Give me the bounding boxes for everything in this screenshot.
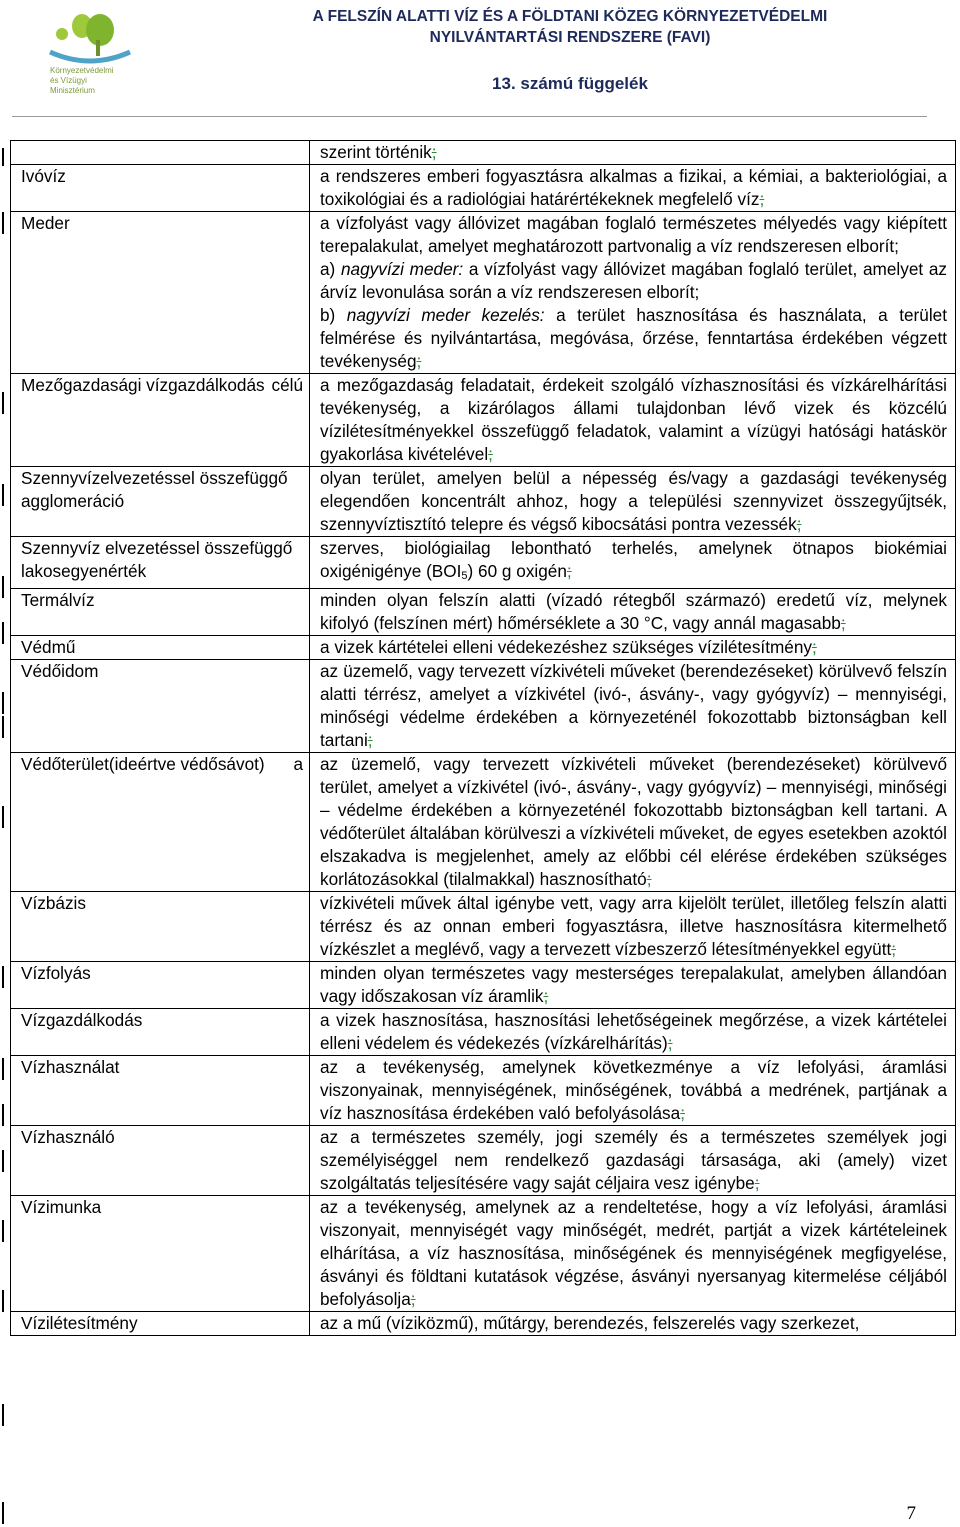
revision-bar (2, 622, 4, 644)
glossary-row (11, 467, 956, 537)
term-cell (11, 165, 310, 212)
logo-caption (50, 66, 114, 96)
logo-caption-line: Környezetvédelmi (50, 66, 114, 75)
definition-text: szerves, biológiailag lebontható terhelés, amelynek ötnapos biokémiai oxigénigénye (BOI (320, 538, 947, 581)
glossary-row (11, 1126, 956, 1196)
term-text: Védőterület(ideértve védősávot) (21, 754, 265, 774)
glossary-row (11, 1312, 956, 1336)
glossary-row (11, 1009, 956, 1056)
definition-text: olyan terület, amelyen belül a népesség és/vagy a gazdasági tevékenység elegendően koncentrált ahhoz, hogy a települési szennyvizet összegyűjtsék, szennyvíztisztító telepre és végső kibocsátási pontra vezessék (320, 468, 947, 534)
term-cell (11, 1126, 310, 1196)
definition-text: a mezőgazdaság feladatait, érdekeit szolgáló vízhasznosítási és vízkárelhárítási tevékenység, a kizárólagos állami tulajdonban lévő vizek és közcélú vízilétesítményekkel összefüggő feladatok, valamint a vízügyi hatósági hatáskör gyakorlása kivételével (320, 375, 947, 464)
list-marker: b) (320, 305, 347, 325)
definition-text: vízkivételi művek által igénybe vett, vagy arra kijelölt terület, illetőleg felszín alatti térrész és az onnan emberi fogyasztásra, illetve hasznosításra kitermelhető vízkészlet a meglévő, vagy a tervezett vízbeszerző létesítményekkel együtt (320, 893, 947, 959)
term-text: Vízimunka (21, 1197, 102, 1217)
definition-paragraph (320, 212, 947, 258)
term-text: Ivóvíz (21, 166, 66, 186)
deleted-mark: ; (840, 613, 846, 633)
revision-bar (2, 966, 4, 988)
term-text: Védőidom (21, 661, 99, 681)
definition-cell (310, 589, 956, 636)
term-cell (11, 374, 310, 467)
term-cell (11, 753, 310, 892)
glossary-row (11, 1196, 956, 1312)
deleted-mark: ; (566, 561, 572, 581)
definition-text: a vízfolyást vagy állóvizet magában foglaló terület, amelyet az árvíz levonulása során a víz rendszeresen elborít; (320, 259, 947, 302)
revision-bar (2, 1502, 4, 1524)
definition-cell (310, 374, 956, 467)
term-cell (11, 1196, 310, 1312)
definition-text: minden olyan felszín alatti (vízadó rétegből származó) eredetű víz, melynek kifolyó (felszínen mért) hőmérséklete a 30 °C, vagy annál magasabb (320, 590, 947, 633)
term-cell (11, 636, 310, 660)
definition-cell (310, 1009, 956, 1056)
deleted-mark: ; (410, 1289, 416, 1309)
term-cell (11, 1009, 310, 1056)
glossary-row (11, 962, 956, 1009)
revision-bar (2, 576, 4, 598)
term-wrap (21, 467, 309, 513)
term-wrap (21, 962, 309, 985)
definition-cell (310, 212, 956, 374)
deleted-mark: ; (891, 939, 897, 959)
revision-bar (2, 806, 4, 828)
term-wrap (21, 589, 309, 612)
definition-paragraph (320, 467, 947, 536)
definition-text: minden olyan természetes vagy mesterséges terepalakulat, amelyben állandóan vagy időszakosan víz áramlik (320, 963, 947, 1006)
term-wrap (21, 1196, 309, 1219)
term-wrap (21, 1009, 309, 1032)
term-cell (11, 962, 310, 1009)
deleted-mark: ; (667, 1033, 673, 1053)
definition-text: az üzemelő, vagy tervezett vízkivételi műveket (berendezéseket) körülvevő terület, amelyet a vízkivétel (ivó-, ásvány-, vagy gyógyvíz) – mennyiségi, minőségi – védelme érdekében a környezeténél fokozottabb biztonságban kell tartani. A védőterület általában körülveszi a vízkivételi műveket, de egyes esetekben azoktól elszakadva is megjelenhet, amely az előbbi cél elérése érdekében szükséges korlátozásokkal (tilalmakkal) hasznosítható (320, 754, 947, 889)
term-cell (11, 467, 310, 537)
appendix-title: 13. számú függelék (492, 74, 648, 93)
revision-bar (2, 1220, 4, 1242)
term-cell (11, 141, 310, 165)
definition-text: a vizek kártételei elleni védekezéshez szükséges vízilétesítmény (320, 637, 812, 657)
deleted-mark: ; (488, 444, 493, 464)
glossary-row (11, 589, 956, 636)
definition-cell (310, 962, 956, 1009)
definition-cell (310, 1126, 956, 1196)
defined-subterm: nagyvízi meder kezelés: (346, 305, 545, 325)
document-title (220, 6, 920, 48)
definition-cell (310, 636, 956, 660)
revision-bar (2, 716, 4, 738)
deleted-mark: ; (543, 986, 549, 1006)
term-wrap (21, 1312, 309, 1335)
deleted-mark: ; (796, 514, 802, 534)
definition-text: az a tevékenység, amelynek következménye a víz lefolyási, áramlási viszonyainak, mennyiségének, minőségének, továbbá a medrének, partjának a víz hasznosítása érdekében való befolyásolása (320, 1057, 947, 1123)
definition-paragraph (320, 1196, 947, 1311)
term-text: Termálvíz (21, 590, 95, 610)
definition-paragraph (320, 258, 947, 304)
title-line-2: NYILVÁNTARTÁSI RENDSZERE (FAVI) (429, 29, 711, 46)
header-divider (12, 116, 927, 117)
glossary-row (11, 537, 956, 589)
term-text: Meder (21, 213, 70, 233)
definition-cell (310, 892, 956, 962)
deleted-mark: ; (646, 869, 652, 889)
deleted-mark: ; (812, 637, 817, 657)
deleted-mark: ; (680, 1103, 685, 1123)
definition-paragraph (320, 1312, 947, 1335)
term-wrap (21, 537, 309, 583)
revision-bar (2, 148, 4, 166)
definition-text: az a tevékenység, amelynek az a rendeltetése, hogy a víz lefolyási, áramlási viszonyait, mennyiségét vagy minőségét, medrét, partját a vizek kártételeinek elhárítása, a víz hasznosítása, minőségének és mennyiségének megfigyelése, ásványi és földtani kutatások végzése, ásványi nyersanyag kitermelése céljából befolyásolja (320, 1197, 947, 1309)
term-wrap (21, 1126, 309, 1149)
revision-bar (2, 1104, 4, 1126)
title-line-1: A FELSZÍN ALATTI VÍZ ÉS A FÖLDTANI KÖZEG KÖRNYEZETVÉDELMI (312, 8, 828, 25)
deleted-mark: ; (754, 1173, 760, 1193)
definition-cell (310, 141, 956, 165)
definition-cell (310, 1056, 956, 1126)
definition-text: a terület hasznosítása és használata, a terület felmérése és nyilvántartása, megóvása, őrzése, fenntartása érdekében végzett tevékenység (320, 305, 947, 371)
page-number: 7 (906, 1503, 916, 1524)
term-text: Szennyvíz elvezetéssel összefüggő lakosegyenérték (21, 538, 293, 581)
glossary-row (11, 165, 956, 212)
deleted-mark: ; (367, 730, 373, 750)
term-text: Szennyvízelvezetéssel összefüggő agglomeráció (21, 468, 288, 511)
term-cell (11, 537, 310, 589)
revision-bar (2, 1150, 4, 1172)
revision-bar (2, 212, 4, 234)
term-wrap (21, 892, 309, 915)
revision-bar (2, 392, 4, 414)
term-suffix: a (293, 754, 303, 774)
definition-paragraph (320, 892, 947, 961)
logo-caption-line: és Vízügyi (50, 76, 87, 85)
glossary-row (11, 892, 956, 962)
term-text: Vízilétesítmény (21, 1313, 138, 1333)
definition-text: az üzemelő, vagy tervezett vízkivételi műveket (berendezéseket) körülvevő felszín alatti térrész, amelyet a vízkivétel (ivó-, ásvány-, vagy gyógyvíz) – mennyiségi, minőségi védelme érdekében a környezeténél fokozottabb biztonságban kell tartani (320, 661, 947, 750)
list-marker: a) (320, 259, 341, 279)
glossary-row (11, 1056, 956, 1126)
definition-paragraph (320, 537, 947, 588)
defined-subterm: nagyvízi meder: (340, 259, 464, 279)
definition-paragraph (320, 165, 947, 211)
definition-paragraph (320, 1056, 947, 1125)
definition-paragraph (320, 141, 947, 164)
glossary-row (11, 660, 956, 753)
revision-bar (2, 692, 4, 714)
term-cell (11, 660, 310, 753)
definition-text: ) 60 g oxigén (467, 561, 567, 581)
term-wrap (21, 1056, 309, 1079)
definition-cell (310, 165, 956, 212)
definition-text: az a természetes személy, jogi személy és a természetes személyek jogi személyiséggel nem rendelkező gazdasági társasága, aki (amely) vizet szolgáltatás teljesítésére vagy saját céljaira vesz igénybe (320, 1127, 947, 1193)
term-wrap (21, 374, 309, 397)
glossary-row (11, 212, 956, 374)
term-cell (11, 212, 310, 374)
term-wrap (21, 753, 309, 776)
glossary-row (11, 753, 956, 892)
term-text: Védmű (21, 637, 76, 657)
glossary-row (11, 141, 956, 165)
deleted-mark: ; (431, 142, 437, 162)
deleted-mark: ; (759, 189, 765, 209)
glossary-body (11, 141, 956, 1336)
definition-paragraph (320, 589, 947, 635)
term-text: Vízgazdálkodás (21, 1010, 143, 1030)
term-text: Vízhasználó (21, 1127, 115, 1147)
definition-text: a rendszeres emberi fogyasztásra alkalmas a fizikai, a kémiai, a bakteriológiai, a toxikológiai és a radiológiai határértékeknek megfelelő víz (320, 166, 947, 209)
term-text: Vízbázis (21, 893, 86, 913)
definition-text: szerint történik (320, 142, 432, 162)
definition-cell (310, 753, 956, 892)
revision-bar (2, 484, 4, 506)
subscript: 5 (461, 570, 468, 582)
definition-text: a vízfolyást vagy állóvizet magában foglaló természetes mélyedés vagy kiépített terepalakulat, amelyet meghatározott partvonalig a víz rendszeresen elborít; (320, 213, 947, 256)
definition-paragraph (320, 304, 947, 373)
definition-text: a vizek hasznosítása, hasznosítási lehetőségeinek megőrzése, a vizek kártételei elleni védelem és védekezés (vízkárelhárítás) (320, 1010, 947, 1053)
definition-paragraph (320, 1009, 947, 1055)
definition-paragraph (320, 753, 947, 891)
definition-cell (310, 660, 956, 753)
glossary-row (11, 374, 956, 467)
term-cell (11, 589, 310, 636)
glossary-table (10, 140, 956, 1336)
term-suffix: célú (271, 375, 303, 395)
definition-paragraph (320, 636, 947, 659)
definition-paragraph (320, 374, 947, 466)
revision-bar (2, 1404, 4, 1426)
term-wrap (21, 636, 309, 659)
term-wrap (21, 212, 309, 235)
definition-paragraph (320, 660, 947, 752)
definition-cell (310, 467, 956, 537)
definition-cell (310, 1312, 956, 1336)
revision-bar (2, 1058, 4, 1080)
term-text: Vízfolyás (21, 963, 91, 983)
term-text: Mezőgazdasági vízgazdálkodás (21, 375, 265, 395)
revision-bar (2, 1290, 4, 1312)
term-wrap (21, 165, 309, 188)
definition-paragraph (320, 1126, 947, 1195)
term-cell (11, 1312, 310, 1336)
definition-paragraph (320, 962, 947, 1008)
term-wrap (21, 660, 309, 683)
logo-caption-line: Minisztérium (50, 86, 95, 95)
glossary-row (11, 636, 956, 660)
definition-cell (310, 1196, 956, 1312)
term-cell (11, 892, 310, 962)
term-text: Vízhasználat (21, 1057, 120, 1077)
deleted-mark: ; (416, 351, 422, 371)
definition-text: az a mű (víziközmű), műtárgy, berendezés, felszerelés vagy szerkezet, (320, 1313, 860, 1333)
definition-cell (310, 537, 956, 589)
term-cell (11, 1056, 310, 1126)
